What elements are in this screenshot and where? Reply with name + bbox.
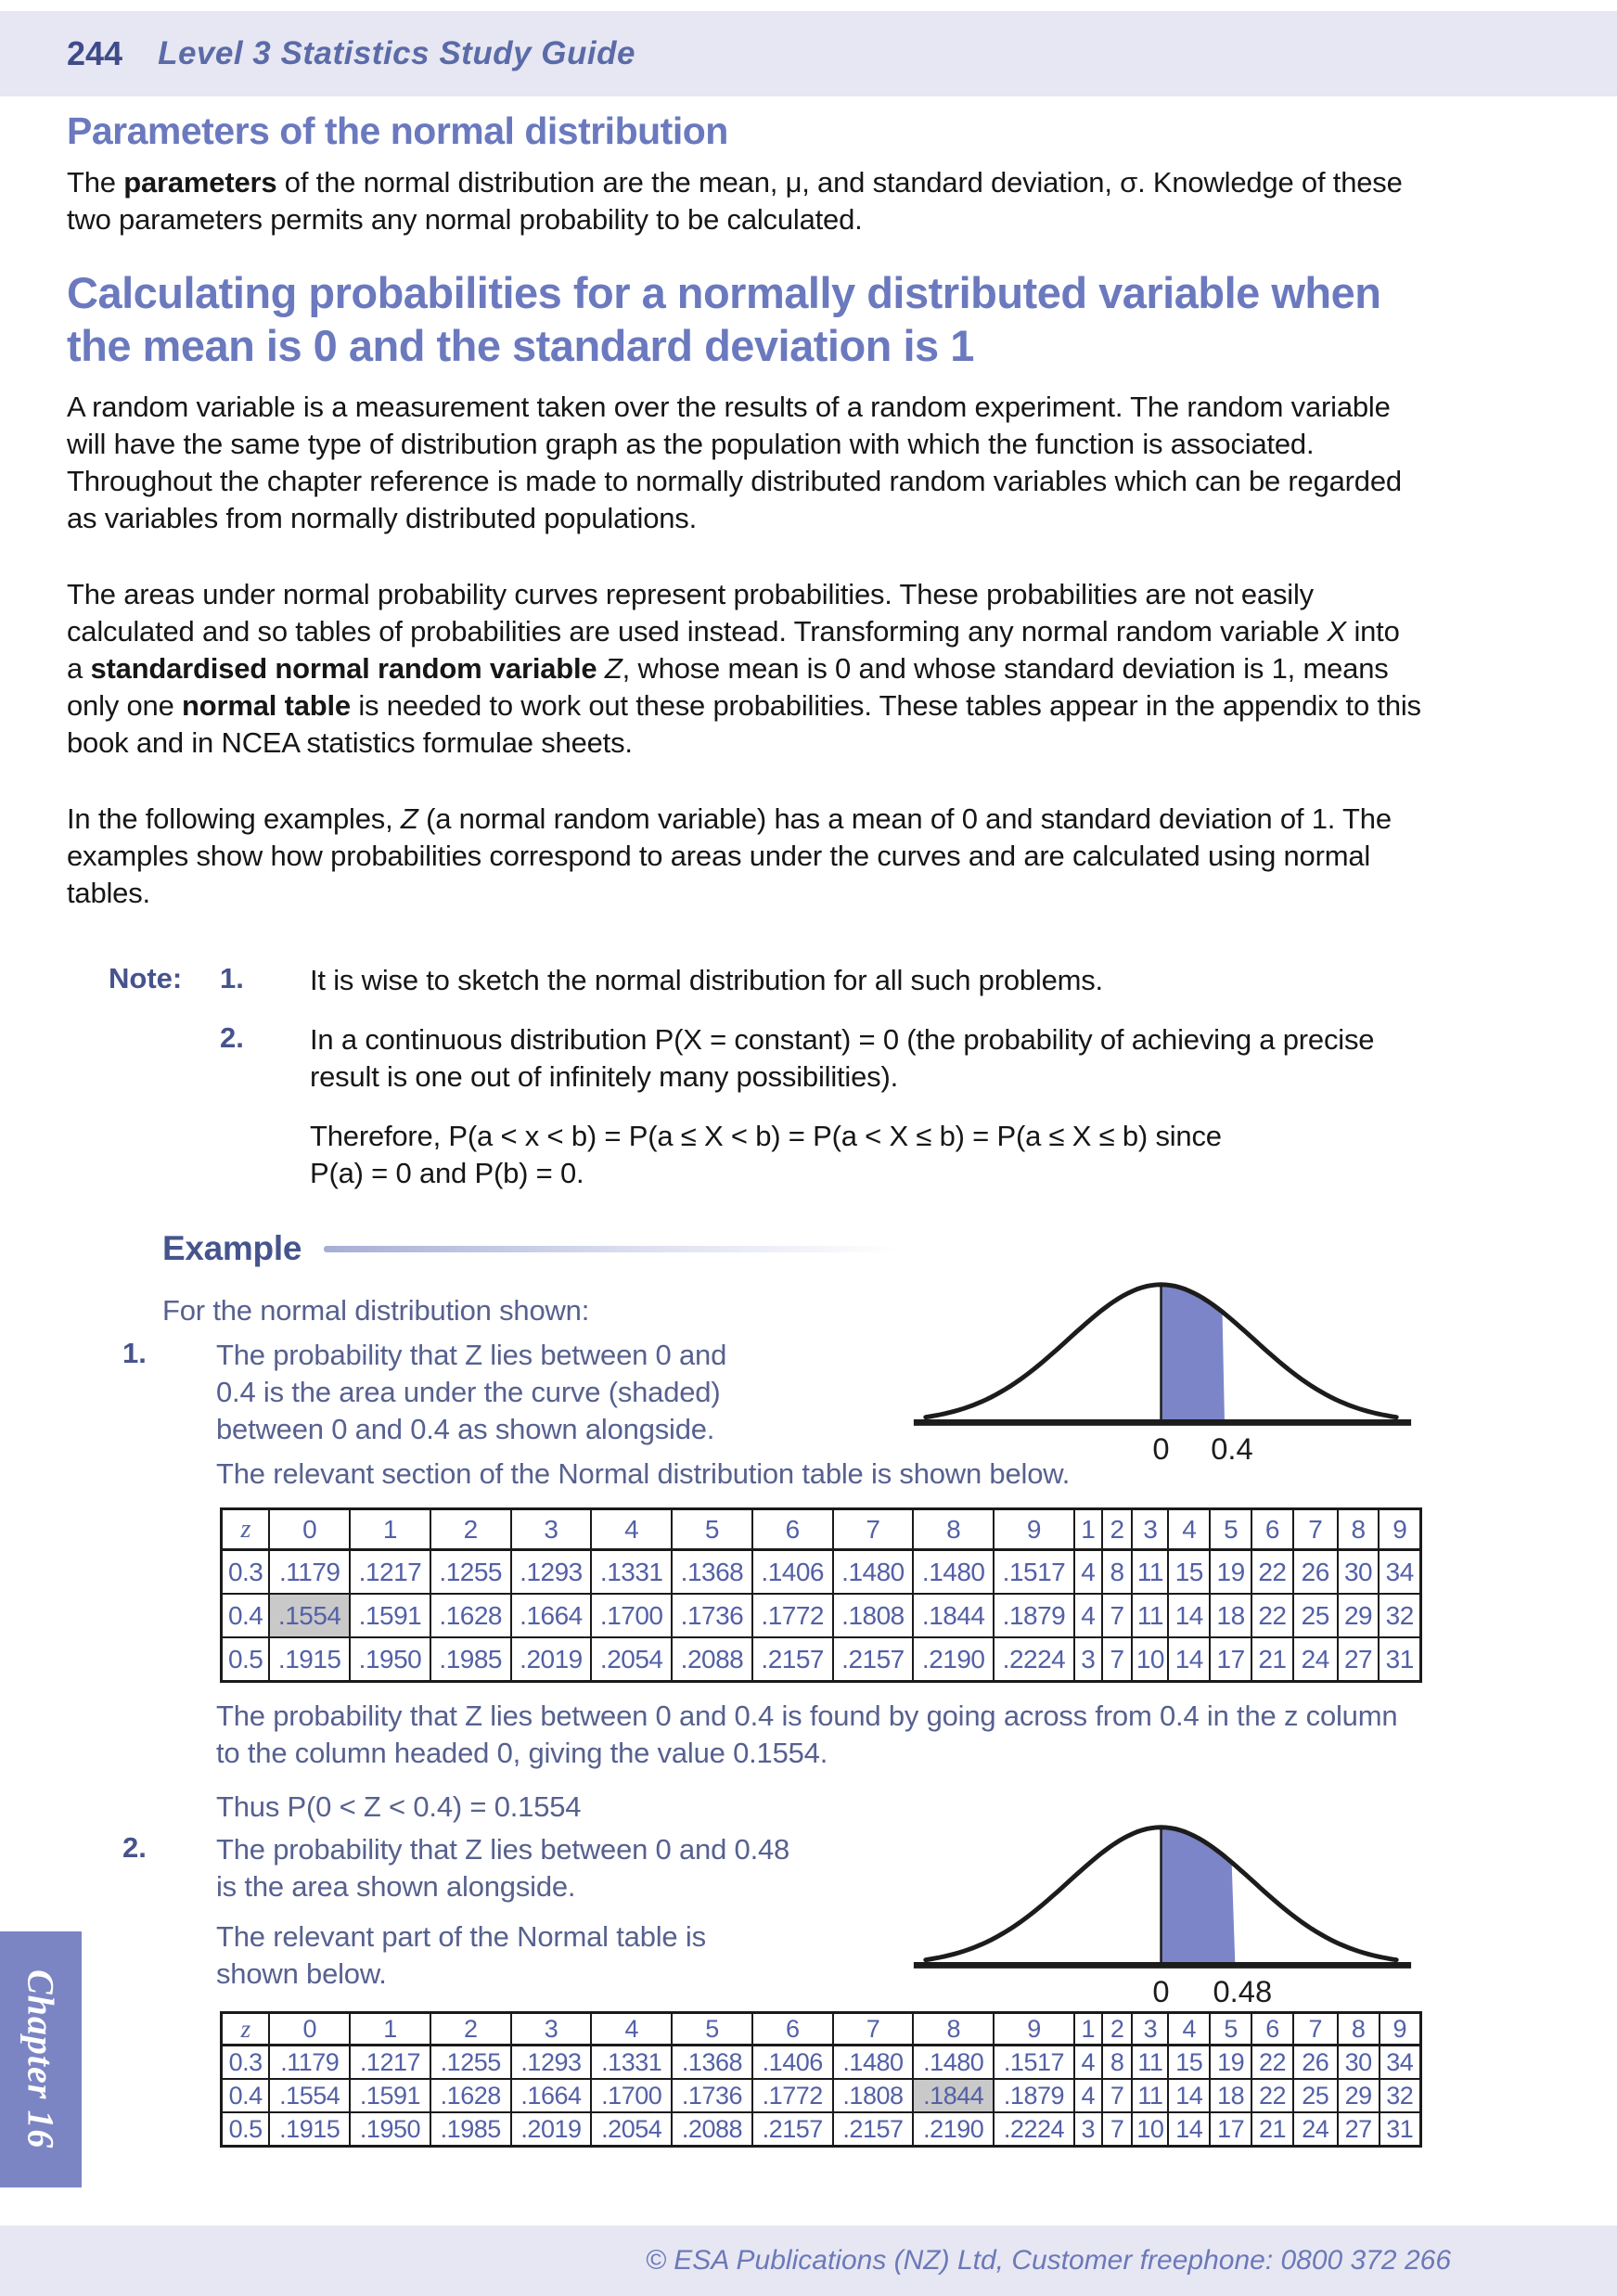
note-therefore — [109, 1118, 1422, 1192]
table-cell: 14 — [1168, 1637, 1210, 1682]
paragraph-areas-under-curves — [67, 576, 1422, 762]
page-header-band — [0, 11, 1617, 96]
table-cell: .1915 — [269, 1637, 350, 1682]
table-cell: .2224 — [994, 1637, 1074, 1682]
table-cell: 0.5 — [222, 1637, 270, 1682]
table-header-cell: 2 — [1102, 2013, 1133, 2046]
table-cell: 22 — [1251, 1550, 1293, 1595]
text-segment: , whose mean is 0 and whose standard deviation is 1, means only one — [67, 652, 1389, 722]
table-cell: .2157 — [752, 1637, 833, 1682]
table-cell: 31 — [1379, 1637, 1420, 1682]
table-cell: .1628 — [430, 2079, 511, 2112]
table-header-cell: 8 — [913, 1509, 994, 1550]
note-item-text: In a continuous distribution P(X = constant) = 0 (the probability of achieving a precise result is one out of infinitely many possibilities). — [310, 1023, 1375, 1093]
text-segment-italic: Z — [400, 802, 418, 835]
example-part-1 — [122, 1292, 1422, 1493]
example-block — [122, 1229, 1422, 2148]
table-cell: 22 — [1251, 2046, 1293, 2080]
table-header-cell: 4 — [591, 2013, 672, 2046]
normal-curve-figure-2 — [903, 1802, 1422, 2019]
table-header-cell: 3 — [1132, 2013, 1168, 2046]
curve-label-zero: 0 — [1152, 1431, 1170, 1467]
table-cell: 14 — [1168, 1594, 1210, 1637]
text-segment: is needed to work out these probabilities. These tables appear in the appendix to this book and in NCEA statistics formulae sheets. — [67, 689, 1421, 759]
table-cell: 30 — [1338, 1550, 1380, 1595]
note-therefore-text — [310, 1118, 1422, 1192]
example-item-text: The probability that Z lies between 0 and 0.48 is the area shown alongside. — [216, 1833, 790, 1903]
text-segment: The — [67, 166, 124, 199]
table-cell: .1331 — [591, 1550, 672, 1595]
text-segment-bold: parameters — [123, 166, 277, 199]
table-header-cell: 0 — [269, 2013, 350, 2046]
table-header-cell: 8 — [1338, 2013, 1380, 2046]
table-cell: .1480 — [913, 2046, 994, 2080]
table-cell: .2157 — [833, 1637, 914, 1682]
table-header-cell: 3 — [511, 2013, 592, 2046]
table-cell: .2088 — [672, 1637, 752, 1682]
probability-result: Thus P(0 < Z < 0.4) = 0.1554 — [216, 1790, 582, 1823]
table-cell: 18 — [1210, 1594, 1251, 1637]
table-cell: .1985 — [430, 2112, 511, 2147]
table-cell: 22 — [1251, 2079, 1293, 2112]
example-intro: For the normal distribution shown: — [162, 1294, 590, 1327]
note-label: Note: — [109, 962, 183, 994]
table-header-cell: 6 — [752, 2013, 833, 2046]
curve-shaded-area — [1161, 1828, 1236, 1966]
paragraph-following-examples — [67, 801, 1422, 912]
table-cell: 27 — [1338, 1637, 1380, 1682]
table-header-cell: 2 — [430, 2013, 511, 2046]
table-cell: .1985 — [430, 1637, 511, 1682]
table-cell: 26 — [1293, 2046, 1338, 2080]
table-cell: .1591 — [350, 2079, 430, 2112]
table-cell: .1844 — [913, 1594, 994, 1637]
table-intro-1: The relevant section of the Normal distribution table is shown below. — [216, 1457, 1071, 1490]
table-cell: 0.5 — [222, 2112, 270, 2147]
example-item-text: The probability that Z lies between 0 and 0.4 is the area under the curve (shaded) between 0 and 0.4 as shown alongside. — [216, 1339, 727, 1445]
example-title: Example — [162, 1229, 302, 1267]
table-cell: .1664 — [511, 1594, 592, 1637]
table-cell: .1591 — [350, 1594, 430, 1637]
table-header-cell: 5 — [1210, 1509, 1251, 1550]
table-cell: 0.4 — [222, 1594, 270, 1637]
chapter-tab — [0, 1931, 82, 2187]
note-item-number: 1. — [220, 962, 244, 994]
note-block — [109, 962, 1422, 1192]
table-header-cell: 7 — [1293, 2013, 1338, 2046]
table-cell: 19 — [1210, 2046, 1251, 2080]
book-title: Level 3 Statistics Study Guide — [158, 35, 635, 71]
table-cell: .1406 — [752, 2046, 833, 2080]
text-segment: of the normal distribution are the mean, μ, and standard deviation, σ. Knowledge of these two parameters permits any normal probability to be calculated. — [67, 166, 1403, 236]
text-segment-italic: X — [1327, 615, 1347, 648]
table-header-cell: 1 — [1074, 1509, 1102, 1550]
table-cell: .2224 — [994, 2112, 1074, 2147]
table-header-cell: 8 — [1338, 1509, 1380, 1550]
note-item-2 — [109, 1021, 1422, 1096]
table-header-cell: 5 — [672, 2013, 752, 2046]
table-cell: .2054 — [591, 2112, 672, 2147]
table-header-cell: 5 — [1210, 2013, 1251, 2046]
table-cell: .2054 — [591, 1637, 672, 1682]
section-heading-calculating: Calculating probabilities for a normally distributed variable when the mean is 0 and the standard deviation is 1 — [67, 268, 1381, 370]
table-cell: 30 — [1338, 2046, 1380, 2080]
example-item-number: 2. — [122, 1831, 147, 1864]
table-cell: 17 — [1210, 2112, 1251, 2147]
table-cell: 7 — [1102, 2112, 1133, 2147]
table-cell: 3 — [1074, 1637, 1102, 1682]
table-cell: .1664 — [511, 2079, 592, 2112]
table-cell: 25 — [1293, 2079, 1338, 2112]
table-header-cell: 6 — [752, 1509, 833, 1550]
table-cell: 34 — [1379, 1550, 1420, 1595]
table-cell: 34 — [1380, 2046, 1421, 2080]
table-cell: .2157 — [752, 2112, 833, 2147]
table-header-cell: 1 — [350, 2013, 430, 2046]
table-cell: 0.3 — [222, 2046, 270, 2080]
table-cell: .2157 — [833, 2112, 914, 2147]
table-cell: .1255 — [430, 2046, 511, 2080]
table-header-cell: 2 — [430, 1509, 511, 1550]
table-cell: .1368 — [672, 1550, 752, 1595]
table-cell: 17 — [1210, 1637, 1251, 1682]
table-cell: 11 — [1132, 2046, 1168, 2080]
table-header-cell: 9 — [994, 2013, 1074, 2046]
table-cell: 10 — [1132, 1637, 1168, 1682]
table-header-cell: 1 — [1074, 2013, 1102, 2046]
table-cell: 7 — [1102, 1594, 1133, 1637]
copyright-text: © ESA Publications (NZ) Ltd, Customer freephone: 0800 372 266 — [645, 2245, 1451, 2276]
table-cell: 18 — [1210, 2079, 1251, 2112]
table-cell: .1517 — [994, 2046, 1074, 2080]
example-item-number: 1. — [122, 1337, 147, 1369]
text-segment-italic: Z — [604, 652, 622, 685]
table-header-cell: 0 — [269, 1509, 350, 1550]
table-cell: 19 — [1210, 1550, 1251, 1595]
table-cell: 11 — [1132, 1594, 1168, 1637]
formula-line: P(a) = 0 and P(b) = 0. — [310, 1157, 584, 1189]
table-cell: 22 — [1251, 1594, 1293, 1637]
table-cell: .1293 — [511, 2046, 592, 2080]
table-cell: .1736 — [672, 2079, 752, 2112]
table-cell: .2190 — [913, 1637, 994, 1682]
table-header-cell: 1 — [350, 1509, 430, 1550]
table-cell: .2019 — [511, 1637, 592, 1682]
table-cell: 0.3 — [222, 1550, 270, 1595]
table-cell: .1293 — [511, 1550, 592, 1595]
table-cell: 11 — [1132, 1550, 1168, 1595]
table-cell: .1554 — [269, 1594, 350, 1637]
text-segment-bold: standardised normal random variable — [90, 652, 597, 685]
table-cell: 29 — [1338, 1594, 1380, 1637]
table-header-cell: 6 — [1251, 1509, 1293, 1550]
table-intro-2: The relevant part of the Normal table is shown below. — [216, 1920, 706, 1990]
table-cell: .2019 — [511, 2112, 592, 2147]
table-header-cell: 9 — [994, 1509, 1074, 1550]
paragraph-parameters — [67, 164, 1422, 238]
table-cell: .1480 — [833, 2046, 914, 2080]
table-cell: 8 — [1102, 1550, 1133, 1595]
table-cell: 14 — [1168, 2112, 1210, 2147]
table-cell: .1179 — [269, 1550, 350, 1595]
table-header-cell: 9 — [1380, 2013, 1421, 2046]
table-cell: .1772 — [752, 2079, 833, 2112]
text-segment: (a normal random variable) has a mean of 0 and standard deviation of 1. The examples show how probabilities correspond to areas under the curves and are calculated using normal tables. — [67, 802, 1392, 909]
table-header-cell: 7 — [833, 1509, 914, 1550]
table-cell: 4 — [1074, 2046, 1102, 2080]
table-cell: .1217 — [350, 2046, 430, 2080]
note-item-text: It is wise to sketch the normal distribution for all such problems. — [310, 964, 1103, 996]
table-header-cell: 7 — [1293, 1509, 1338, 1550]
table-cell: 26 — [1293, 1550, 1338, 1595]
section-heading-parameters: Parameters of the normal distribution — [67, 109, 728, 152]
table-cell: 25 — [1293, 1594, 1338, 1637]
normal-distribution-table-2 — [220, 2011, 1422, 2148]
table-cell: .1480 — [913, 1550, 994, 1595]
text-segment-bold: normal table — [182, 689, 351, 722]
table-cell: 11 — [1132, 2079, 1168, 2112]
table-cell: 4 — [1074, 1594, 1102, 1637]
text-segment: into a — [67, 615, 1400, 685]
table-header-cell: 7 — [833, 2013, 914, 2046]
table-cell: .1950 — [350, 2112, 430, 2147]
table-cell: .1772 — [752, 1594, 833, 1637]
table-cell: .2190 — [913, 2112, 994, 2147]
table-cell: 32 — [1379, 1594, 1420, 1637]
page-number: 244 — [67, 34, 123, 72]
table-header-cell: 4 — [591, 1509, 672, 1550]
table-cell: 21 — [1251, 2112, 1293, 2147]
table-cell: .1844 — [913, 2079, 994, 2112]
text-segment: In the following examples, — [67, 802, 401, 835]
chapter-tab-label: Chapter 16 — [19, 1969, 62, 2149]
table-header-cell: z — [222, 2013, 270, 2046]
normal-distribution-table-1 — [220, 1507, 1422, 1683]
table-cell: .1217 — [350, 1550, 430, 1595]
table-header-cell: 3 — [1132, 1509, 1168, 1550]
page-content — [0, 96, 1617, 2157]
page-footer-band — [0, 2225, 1617, 2296]
table-header-cell: 9 — [1379, 1509, 1420, 1550]
table-header-cell: 4 — [1168, 2013, 1210, 2046]
curve-label-z: 0.48 — [1213, 1974, 1273, 2009]
table-cell: .1808 — [833, 1594, 914, 1637]
note-item-1 — [109, 962, 1422, 999]
table-cell: 7 — [1102, 2079, 1133, 2112]
example-rule-line — [324, 1246, 899, 1252]
table-cell: 15 — [1168, 2046, 1210, 2080]
table-cell: 10 — [1132, 2112, 1168, 2147]
table-cell: 3 — [1074, 2112, 1102, 2147]
formula-line: Therefore, P(a < x < b) = P(a ≤ X < b) = P(a < X ≤ b) = P(a ≤ X ≤ b) since — [310, 1120, 1222, 1152]
table-cell: .2088 — [672, 2112, 752, 2147]
normal-curve-figure-1 — [903, 1259, 1422, 1476]
table-cell: .1915 — [269, 2112, 350, 2147]
table-header-cell: 6 — [1251, 2013, 1293, 2046]
table-cell: .1628 — [430, 1594, 511, 1637]
spacer — [109, 1021, 220, 1096]
table-cell: .1179 — [269, 2046, 350, 2080]
table-cell: 4 — [1074, 1550, 1102, 1595]
table-cell: .1368 — [672, 2046, 752, 2080]
table-cell: 24 — [1293, 2112, 1338, 2147]
table-header-cell: 4 — [1168, 1509, 1210, 1550]
table-header-cell: 5 — [672, 1509, 752, 1550]
table-cell: 29 — [1338, 2079, 1380, 2112]
table-cell: 31 — [1380, 2112, 1421, 2147]
table-cell: 15 — [1168, 1550, 1210, 1595]
table-cell: 14 — [1168, 2079, 1210, 2112]
table-cell: 0.4 — [222, 2079, 270, 2112]
table-explanation: The probability that Z lies between 0 and 0.4 is found by going across from 0.4 in the z column to the column headed 0, giving the value 0.1554. — [216, 1700, 1398, 1769]
table-cell: 24 — [1293, 1637, 1338, 1682]
table-cell: .1736 — [672, 1594, 752, 1637]
note-item-number: 2. — [220, 1021, 244, 1054]
spacer — [122, 1911, 216, 1993]
curve-label-z: 0.4 — [1211, 1431, 1253, 1467]
table-cell: 32 — [1380, 2079, 1421, 2112]
paragraph-random-variable: A random variable is a measurement taken over the results of a random experiment. The random variable will have the same type of distribution graph as the population with which the function is associated. Throughout the chapter reference is made to normally distributed random variables which can be regarded as variables from normally distributed populations. — [67, 391, 1402, 534]
table-cell: 27 — [1338, 2112, 1380, 2147]
table-cell: .1517 — [994, 1550, 1074, 1595]
table-cell: .1808 — [833, 2079, 914, 2112]
table-cell: 4 — [1074, 2079, 1102, 2112]
table-cell: .1554 — [269, 2079, 350, 2112]
example-part-2 — [122, 1698, 1422, 2009]
table-header-cell: 3 — [511, 1509, 592, 1550]
table-header-cell: z — [222, 1509, 270, 1550]
table-cell: 7 — [1102, 1637, 1133, 1682]
table-cell: .1950 — [350, 1637, 430, 1682]
table-header-cell: 2 — [1102, 1509, 1133, 1550]
text-segment — [597, 652, 604, 685]
text-segment: The areas under normal probability curves represent probabilities. These probabilities are not easily calculated and so tables of probabilities are used instead. Transforming any normal random variable — [67, 578, 1328, 648]
table-cell: 21 — [1251, 1637, 1293, 1682]
table-cell: .1700 — [591, 2079, 672, 2112]
table-cell: 8 — [1102, 2046, 1133, 2080]
spacer — [109, 1118, 220, 1192]
table-cell: .1879 — [994, 1594, 1074, 1637]
table-cell: .1879 — [994, 2079, 1074, 2112]
table-header-cell: 8 — [913, 2013, 994, 2046]
spacer — [220, 1118, 310, 1192]
table-cell: .1700 — [591, 1594, 672, 1637]
table-cell: .1331 — [591, 2046, 672, 2080]
curve-label-zero: 0 — [1152, 1974, 1170, 2009]
table-cell: .1480 — [833, 1550, 914, 1595]
table-cell: .1255 — [430, 1550, 511, 1595]
table-cell: .1406 — [752, 1550, 833, 1595]
